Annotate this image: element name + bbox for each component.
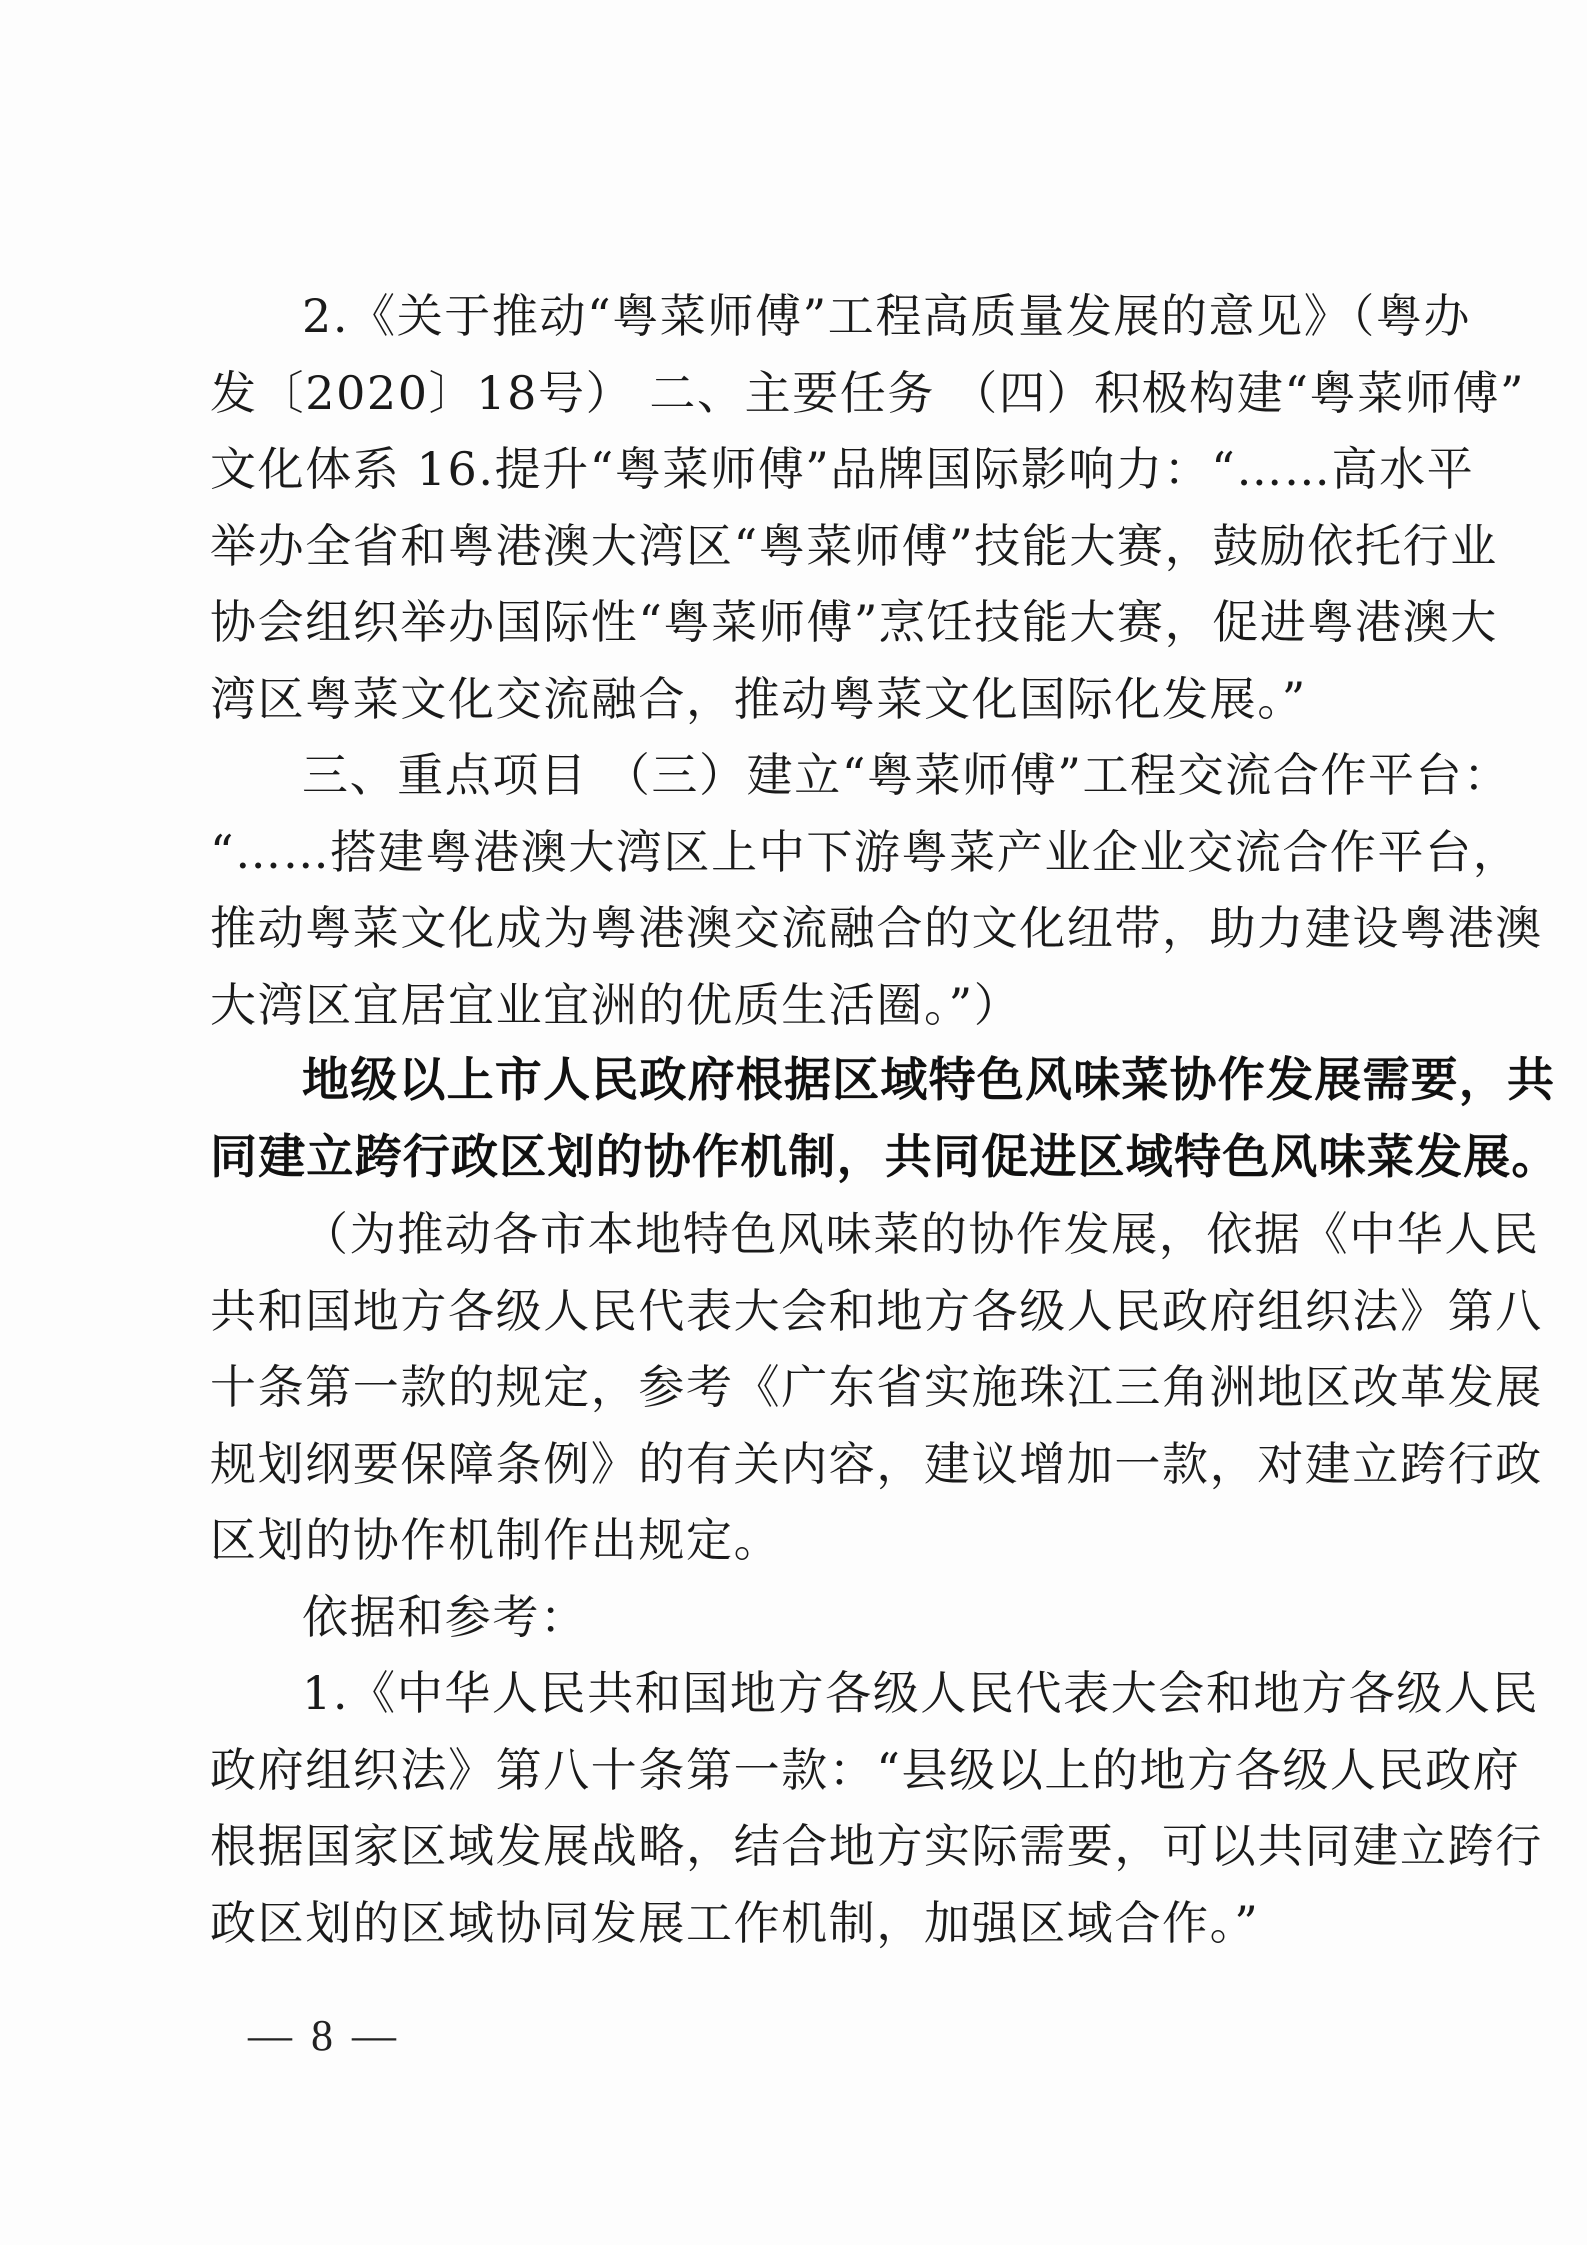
text-line: 共和国地方各级人民代表大会和地方各级人民政府组织法》第八 [210, 1283, 1543, 1338]
paragraph-provision-clause [210, 1043, 1560, 1196]
text-line: 地级以上市人民政府根据区域特色风味菜协作发展需要，共 [302, 1053, 1556, 1108]
paragraph-reference-1 [210, 1655, 1543, 1961]
text-line: “……搭建粤港澳大湾区上中下游粤菜产业企业交流合作平台， [210, 824, 1521, 879]
text-line: 1.《中华人民共和国地方各级人民代表大会和地方各级人民 [302, 1666, 1540, 1720]
page-number: — 8 — [248, 2011, 400, 2060]
text-line: 政区划的区域协同发展工作机制，加强区域合作。” [210, 1895, 1260, 1950]
text-line: 根据国家区域发展战略，结合地方实际需要，可以共同建立跨行 [210, 1819, 1543, 1873]
paragraph-reference-2 [210, 278, 1526, 737]
text-line: 文化体系 16.提升“粤菜师傅”品牌国际影响力：“……高水平 [210, 442, 1475, 496]
text-line: 十条第一款的规定，参考《广东省实施珠江三角洲地区改革发展 [210, 1360, 1543, 1414]
text-line: 同建立跨行政区划的协作机制，共同促进区域特色风味菜发展。 [210, 1129, 1560, 1185]
text-line: 协会组织举办国际性“粤菜师傅”烹饪技能大赛，促进粤港澳大 [210, 595, 1498, 649]
text-line: 规划纲要保障条例》的有关内容，建议增加一款，对建立跨行政 [210, 1436, 1543, 1491]
text-line: 大湾区宜居宜业宜洲的优质生活圈。”） [210, 977, 1022, 1032]
document-body [210, 278, 1560, 1961]
text-line: 湾区粤菜文化交流融合，推动粤菜文化国际化发展。” [210, 671, 1307, 726]
text-line: 区划的协作机制作出规定。 [210, 1513, 782, 1567]
text-line: 发〔2020〕18号） 二、主要任务 （四）积极构建“粤菜师傅” [210, 365, 1526, 420]
text-line: 政府组织法》第八十条第一款：“县级以上的地方各级人民政府 [210, 1742, 1521, 1797]
section-heading: 依据和参考： [302, 1589, 588, 1644]
text-line: 2.《关于推动“粤菜师傅”工程高质量发展的意见》（粤办 [302, 289, 1472, 343]
text-line: （为推动各市本地特色风味菜的协作发展，依据《中华人民 [302, 1207, 1540, 1261]
paragraph-explanation [210, 1196, 1543, 1579]
text-line: 举办全省和粤港澳大湾区“粤菜师傅”技能大赛，鼓励依托行业 [210, 518, 1498, 573]
paragraph-key-project [210, 737, 1543, 1043]
paragraph-basis-heading [210, 1579, 1395, 1656]
text-line: 推动粤菜文化成为粤港澳交流融合的文化纽带，助力建设粤港澳 [210, 901, 1543, 955]
text-line: 三、重点项目 （三）建立“粤菜师傅”工程交流合作平台： [302, 748, 1511, 802]
